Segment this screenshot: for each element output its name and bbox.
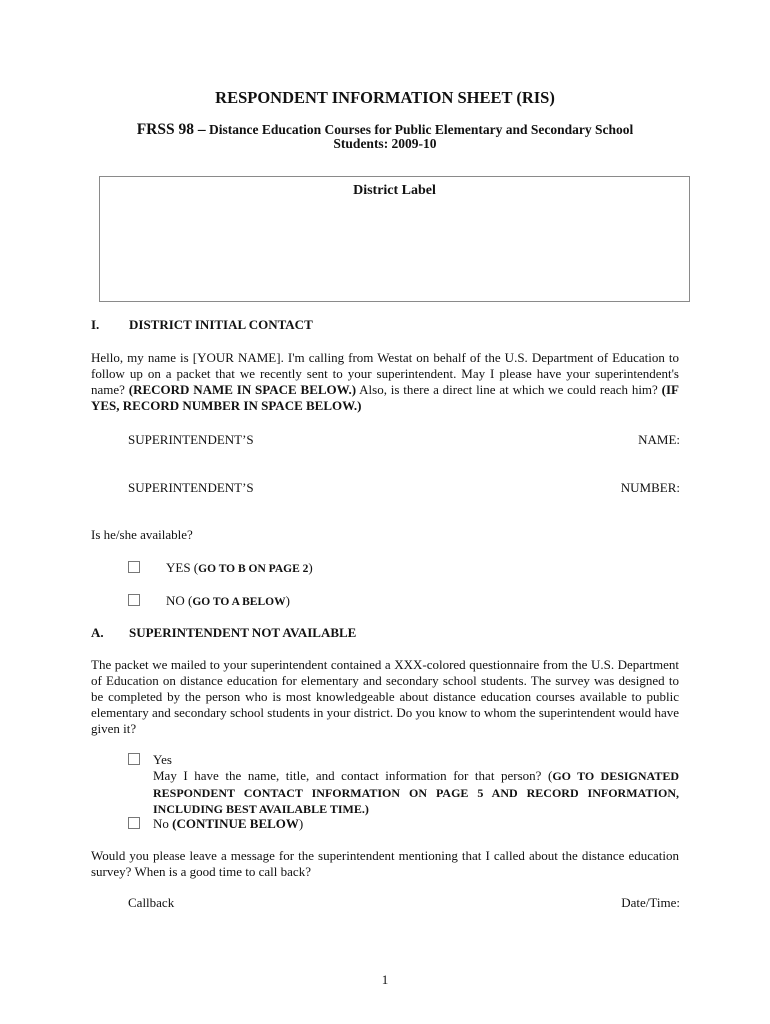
district-label-box — [99, 176, 690, 302]
designee-no-label: No (CONTINUE BELOW) — [153, 816, 304, 831]
field-label-left: SUPERINTENDENT’S — [128, 432, 254, 447]
section-a-title: SUPERINTENDENT NOT AVAILABLE — [129, 625, 357, 640]
survey-subtitle — [90, 123, 680, 151]
record-name-instruction: (RECORD NAME IN SPACE BELOW.) — [128, 382, 357, 397]
field-label-right: NAME: — [638, 432, 680, 447]
availability-question: Is he/she available? — [91, 527, 193, 542]
yes-checkbox[interactable] — [128, 561, 140, 573]
no-checkbox[interactable] — [128, 594, 140, 606]
intro-paragraph — [91, 350, 679, 414]
section-1-title: DISTRICT INITIAL CONTACT — [129, 317, 313, 332]
field-label-right: NUMBER: — [620, 480, 680, 495]
field-label-left: SUPERINTENDENT’S — [128, 480, 254, 495]
intro-text: Hello, my name is [YOUR NAME]. I'm calling from Westat on behalf of the U.S. Department of Education to follow up on a packet that we recently sent to your superintendent. May I please have your superintendent's name? — [91, 350, 679, 397]
subtitle-line1: Distance Education Courses for Public Elementary and Secondary School — [209, 122, 634, 137]
intro-text-2: Also, is there a direct line at which we could reach him? — [359, 382, 658, 397]
record-number-instruction: (IF YES, RECORD NUMBER IN SPACE BELOW.) — [91, 382, 679, 413]
yes-option-label: YES (GO TO B ON PAGE 2) — [166, 560, 313, 575]
designee-yes-label: Yes — [153, 752, 172, 767]
callback-field[interactable] — [128, 895, 680, 911]
section-a-heading — [91, 625, 681, 641]
section-1-heading — [91, 317, 681, 333]
designee-no-checkbox[interactable] — [128, 817, 140, 829]
callback-label: Callback — [128, 895, 175, 910]
designee-yes-checkbox[interactable] — [128, 753, 140, 765]
date-time-label: Date/Time: — [621, 895, 680, 910]
leave-message-paragraph: Would you please leave a message for the superintendent mentioning that I called about the distance education survey? When is a good time to call back? — [91, 848, 679, 879]
superintendent-name-field[interactable] — [128, 432, 680, 448]
no-option-label: NO (GO TO A BELOW) — [166, 593, 290, 608]
packet-paragraph: The packet we mailed to your superintendent contained a XXX-colored questionnaire from the U.S. Department of Education on distance education for elementary and secondary school students. The survey was designed to be completed by the person who is most knowledgeable about distance education courses available to public elementary and secondary school students in your district. Do you know to whom the superintendent would have given it? — [91, 657, 679, 736]
section-a-number: A. — [91, 625, 104, 640]
page-number: 1 — [381, 972, 389, 987]
designee-yes-note: May I have the name, title, and contact information for that person? (GO TO DESIGNATED RESPONDENT CONTACT INFORMATION ON PAGE 5 AND RECORD INFORMATION, INCLUDING BEST AVAILABLE TIME.) — [153, 768, 679, 816]
designated-respondent-instruction: GO TO DESIGNATED RESPONDENT CONTACT INFORMATION ON PAGE 5 AND RECORD INFORMATION, INCLUDING BEST AVAILABLE TIME.) — [153, 769, 679, 816]
survey-code: FRSS 98 – — [136, 121, 206, 138]
subtitle-line2: Students: 2009-10 — [333, 136, 437, 151]
superintendent-number-field[interactable] — [128, 480, 680, 496]
district-label-heading: District Label — [353, 183, 436, 198]
section-1-number: I. — [91, 317, 100, 332]
page-title: RESPONDENT INFORMATION SHEET (RIS) — [215, 88, 555, 107]
